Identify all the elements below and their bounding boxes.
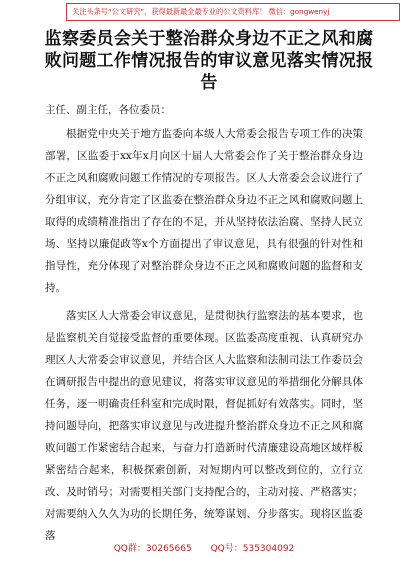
promo-banner: 关注头条号“公文研究”，获得最新最全最专业的公文资料库！ 微信：gongwenyj — [66, 3, 400, 21]
paragraph-1: 根据党中央关于地方监委向本级人大常委会报告专项工作的决策部署，区监委于xx年x月向区十届人大常委会作了关于整治群众身边不正之风和腐败问题工作情况的专项报告。区人大常委会会议进行了分组审议，充分肯定了区监委在整治群众身边不正之风和腐败问题上取得的成绩精准指出了存在的不足，并从坚持依法治腐、坚持人民立场、坚持以廉促政等x个方面提出了审议意见，具有很强的针对性和指导性，充分体现了对整治群众身边不正之风和腐败问题的监督和支持。 — [45, 128, 363, 294]
salutation: 主任、副主任，各位委员： — [45, 104, 171, 116]
footer-qq: QQ号：535304092 — [210, 544, 295, 554]
footer-qq-group: QQ群：30265665 — [113, 544, 192, 554]
document-body — [45, 123, 363, 553]
document-title: 监察委员会关于整治群众身边不正之风和腐败问题工作情况报告的审议意见落实情况报告 — [44, 29, 374, 93]
paragraph-2: 落实区人大常委会审议意见，是贯彻执行监察法的基本要求，也是监察机关自觉接受监督的重要体现。区监委高度重视、认真研究办理区人大常委会审议意见，并结合区人大监察和法制司法工作委员会在调研报告中提出的意见建议，将落实审议意见的举措细化分解具体任务，逐一明确责任科室和完成时限，督促抓好有效落实。同时，坚持问题导向，把落实审议意见与改进提升整治群众身边不正之风和腐败问题工作紧密结合起来，与奋力打造新时代清廉建设高地区域样板紧密结合起来，积极探索创新，对短期内可以整改到位的，立行立改、及时销号；对需要相关部门支持配合的，主动对接、严格落实；对需要纳入久久为功的长期任务，统筹谋划、分步落实。现将区监委落 — [45, 310, 363, 542]
page-footer — [0, 541, 408, 554]
